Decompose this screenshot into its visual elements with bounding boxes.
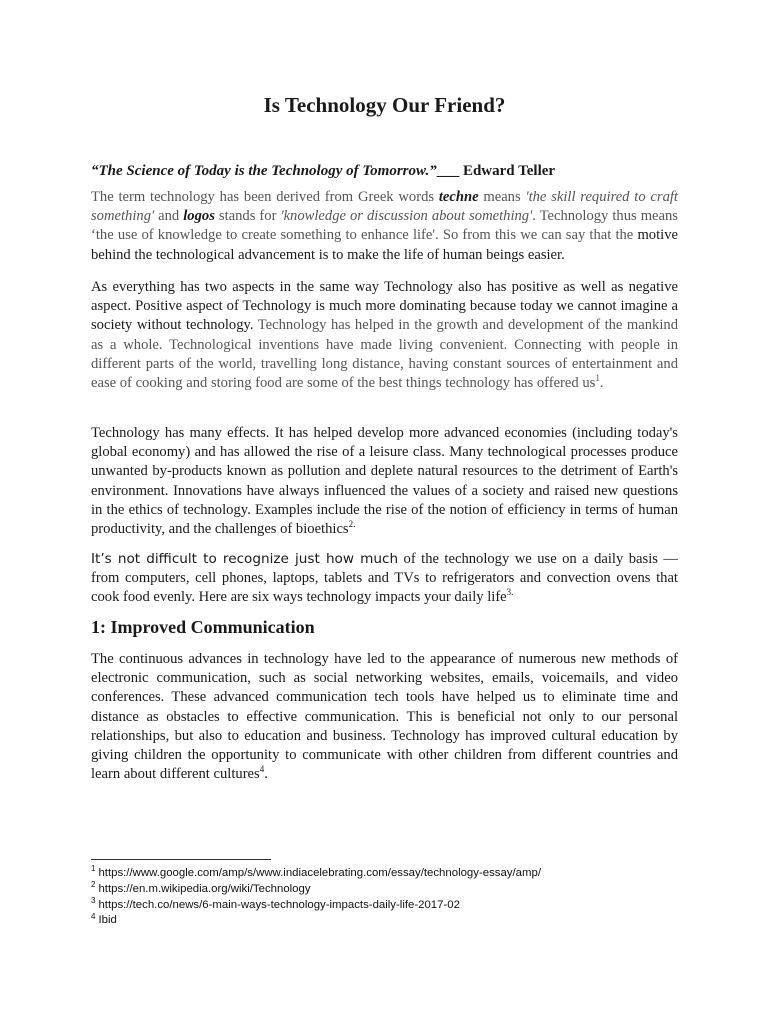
footnote-ref-1: 1 (595, 373, 600, 384)
para1-text-f: motive behind the technological advancement is to make the life of human beings easier. (91, 227, 678, 263)
quote-separator: ___ (436, 163, 460, 179)
document-title: Is Technology Our Friend? (263, 93, 506, 117)
para4-text: of the technology we use on a daily basis — from computers, cell phones, laptops, tablets and TVs to refrigerators and convection ovens that cook food evenly. Here are six ways technology impacts your daily life (91, 551, 678, 606)
footnote-item (91, 866, 678, 882)
footnote-number: 1 (91, 864, 96, 874)
quote-author: Edward Teller (462, 163, 556, 179)
footnote-text: Ibid (98, 914, 117, 927)
paragraph-two-aspects (91, 278, 678, 393)
footnote-divider (91, 859, 271, 860)
term-techne: techne (438, 189, 479, 205)
footnotes-list (91, 866, 678, 929)
quote-text: “The Science of Today is the Technology of Tomorrow.” (91, 163, 437, 179)
section1-end: . (264, 766, 268, 783)
logos-meaning: 'knowledge or discussion about something' (280, 208, 533, 225)
para2-end: . (599, 375, 604, 392)
footnote-item (91, 895, 678, 914)
paragraph-daily-basis (91, 550, 678, 608)
paragraph-communication (91, 650, 678, 784)
techne-meaning: 'the skill required to craft something' (91, 189, 678, 225)
footnote-link[interactable]: https://www.google.com/amp/s/www.indiacelebrating.com/essay/technology-essay/amp/ (98, 867, 541, 879)
section-heading-communication: 1: Improved Communication (91, 617, 315, 637)
footnote-ref-3: 3. (506, 587, 514, 598)
para3-text: Technology has many effects. It has helped develop more advanced economies (including today's global economy) and has allowed the rise of a leisure class. Many technological processes produce unwanted by-products known as pollution and deplete natural resources to the detriment of Earth's environment. Innovations have always influenced the values of a society and raised new questions in the ethics of technology. Examples include the rise of the notion of efficiency in terms of human productivity, and the challenges of bioethics (91, 425, 678, 538)
section1-text: The continuous advances in technology have led to the appearance of numerous new methods of electronic communication, such as social networking websites, emails, voicemails, and video conferences. These advanced communication tech tools have helped us to eliminate time and distance as obstacles to effective communication. This is beneficial not only to our personal relationships, but also to education and business. Technology has improved cultural education by giving children the opportunity to communicate with other children from different countries and learn about different cultures (91, 651, 678, 783)
para1-text-c: and (154, 208, 184, 225)
para1-text-d: stands for (214, 208, 281, 225)
footnote-number: 2 (91, 880, 96, 889)
footnote-link[interactable]: https://tech.co/news/6-main-ways-technology-impacts-daily-life-2017-02 (98, 898, 460, 911)
para2-text-a: As everything has two aspects in the same way Technology also has positive as well as negative aspect. Positive aspect of Technology is much more dominating because today we cannot imagine a society without technology. (91, 279, 678, 334)
footnote-link[interactable]: https://en.m.wikipedia.org/wiki/Technology (98, 882, 311, 895)
footnote-item (91, 913, 678, 929)
term-logos: logos (183, 208, 215, 225)
paragraph-etymology (91, 188, 678, 265)
footnote-item (91, 882, 678, 898)
footnote-number: 3 (91, 895, 96, 905)
para1-text-a: The term technology has been derived from Greek words (91, 189, 439, 205)
footnote-ref-2: 2. (348, 519, 356, 530)
paragraph-effects (91, 424, 678, 539)
epigraph-quote (91, 160, 678, 182)
para2-text-b: Technology has helped in the growth and development of the mankind as a whole. Technological inventions have made living convenient. Connecting with people in different parts of the world, travelling long distance, having constant sources of entertainment and ease of cooking and storing food are some of the best things technology has offered us (91, 317, 678, 392)
document-page (91, 0, 678, 1024)
footnote-ref-4: 4 (259, 764, 265, 775)
footnote-number: 4 (91, 911, 96, 921)
para1-text-b: means (478, 189, 526, 205)
para1-text-e: . Technology thus means ‘the use of knowledge to create something to enhance life'. So from this we can say that the (91, 208, 678, 244)
para4-sans-start: It’s not difficult to recognize just how much (91, 551, 399, 567)
